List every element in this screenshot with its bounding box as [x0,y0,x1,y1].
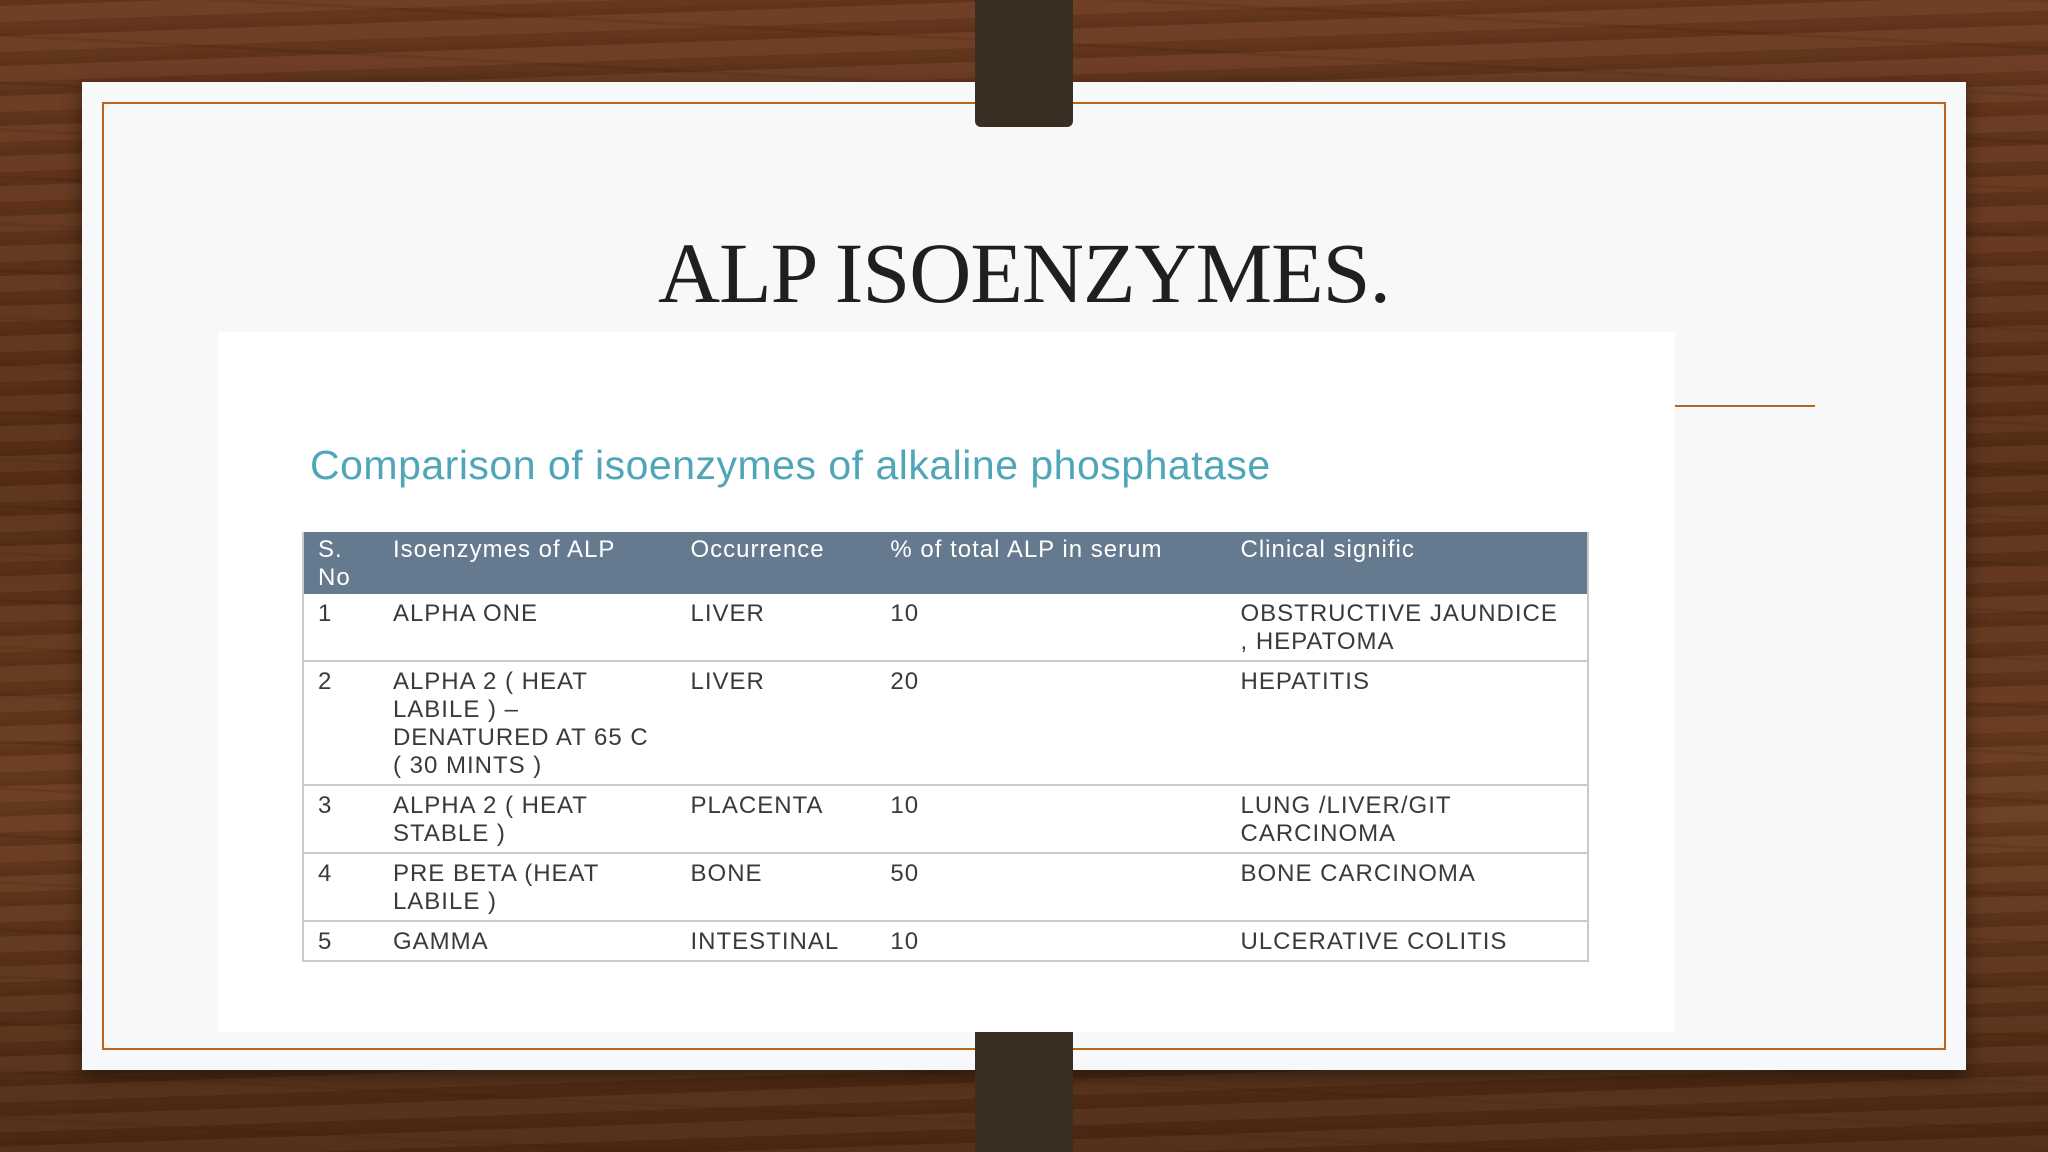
cell-occurrence: PLACENTA [677,785,877,853]
isoenzyme-table [302,532,1589,962]
header-sno: S. No [303,532,379,594]
cell-clinical: HEPATITIS [1227,661,1589,785]
cell-percent: 10 [876,594,1226,661]
cell-sno: 2 [303,661,379,785]
cell-isoenzyme: PRE BETA (HEAT LABILE ) [379,853,677,921]
cell-isoenzyme: GAMMA [379,921,677,961]
cell-clinical: OBSTRUCTIVE JAUNDICE , HEPATOMA [1227,594,1589,661]
header-percent: % of total ALP in serum [876,532,1226,594]
cell-sno: 3 [303,785,379,853]
cell-occurrence: LIVER [677,661,877,785]
cell-isoenzyme: ALPHA 2 ( HEAT STABLE ) [379,785,677,853]
cell-sno: 4 [303,853,379,921]
cell-occurrence: LIVER [677,594,877,661]
cell-sno: 5 [303,921,379,961]
table-caption: Comparison of isoenzymes of alkaline phosphatase [310,442,1271,488]
table-row [303,785,1588,853]
cell-occurrence: BONE [677,853,877,921]
cell-sno: 1 [303,594,379,661]
cell-percent: 50 [876,853,1226,921]
header-occurrence: Occurrence [677,532,877,594]
table-header-row [303,532,1588,594]
cell-isoenzyme: ALPHA 2 ( HEAT LABILE ) – DENATURED AT 65 C ( 30 MINTS ) [379,661,677,785]
table-image [218,332,1675,1032]
slide-title: ALP ISOENZYMES. [658,225,1390,321]
table-row [303,853,1588,921]
header-clinical: Clinical signific [1227,532,1589,594]
cell-clinical: BONE CARCINOMA [1227,853,1589,921]
binder-clip-top [975,0,1073,127]
cell-percent: 10 [876,921,1226,961]
cell-clinical: ULCERATIVE COLITIS [1227,921,1589,961]
cell-isoenzyme: ALPHA ONE [379,594,677,661]
cell-percent: 10 [876,785,1226,853]
table-row [303,594,1588,661]
accent-line [1675,405,1815,407]
cell-clinical: LUNG /LIVER/GIT CARCINOMA [1227,785,1589,853]
table-row [303,921,1588,961]
cell-occurrence: INTESTINAL [677,921,877,961]
header-isoenzyme: Isoenzymes of ALP [379,532,677,594]
cell-percent: 20 [876,661,1226,785]
binder-clip-bottom [975,1032,1073,1152]
table-row [303,661,1588,785]
